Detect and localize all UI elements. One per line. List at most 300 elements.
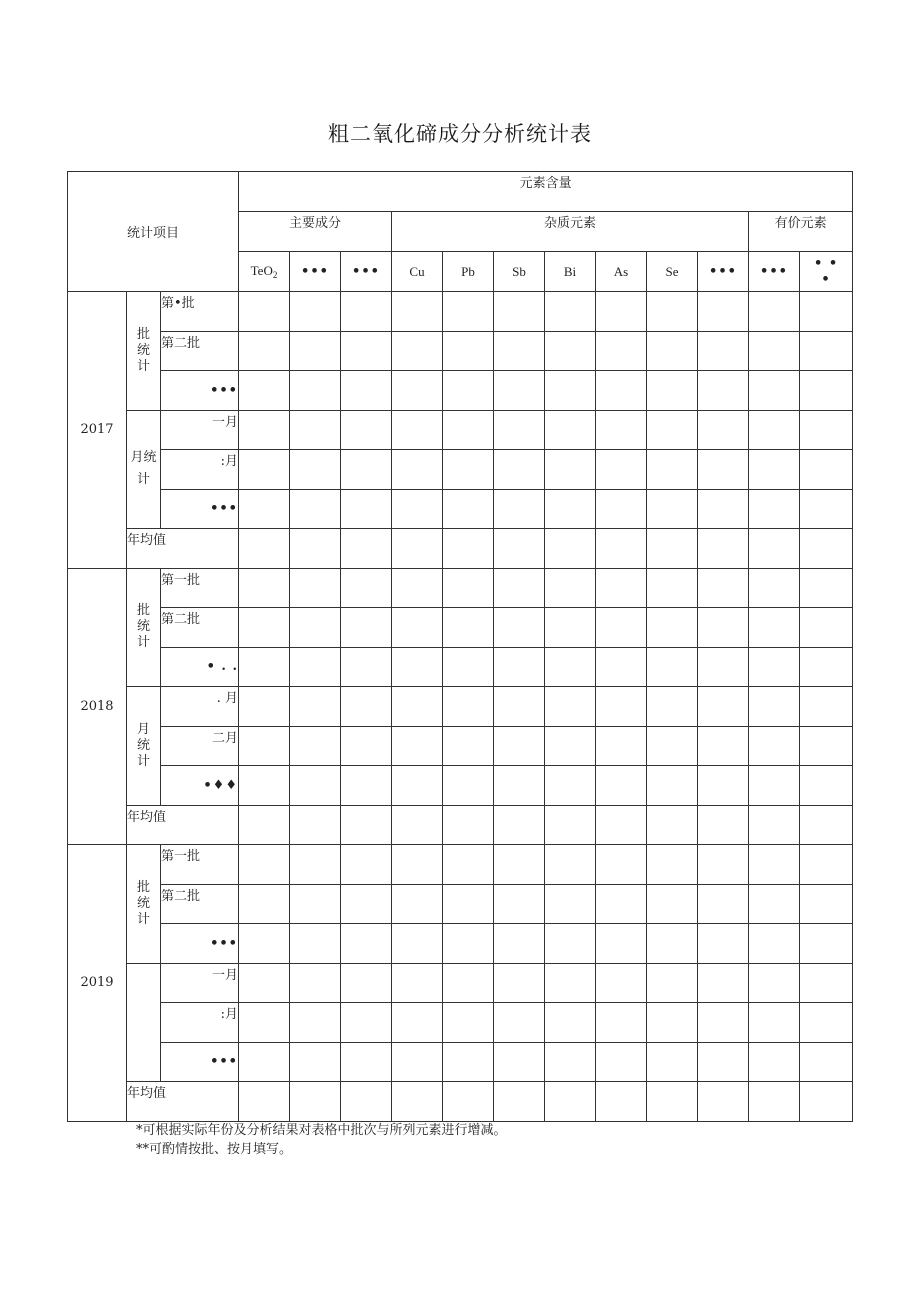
element-header-impurity: Pb [443, 252, 494, 292]
table-row [68, 489, 853, 529]
data-cell [341, 331, 392, 371]
table-row [68, 924, 853, 964]
data-cell [698, 845, 749, 885]
batch-label: ••• [161, 924, 239, 964]
data-cell [800, 647, 853, 687]
data-cell [698, 608, 749, 648]
data-cell [749, 1042, 800, 1082]
footnote-2: **可酌情按批、按月填写。 [136, 1142, 293, 1157]
data-cell [443, 805, 494, 845]
month-label: :月 [161, 1003, 239, 1043]
data-cell [749, 766, 800, 806]
data-cell [800, 1082, 853, 1122]
data-cell [800, 410, 853, 450]
group-label [127, 292, 161, 411]
data-cell [494, 963, 545, 1003]
data-cell [800, 568, 853, 608]
data-cell [647, 687, 698, 727]
data-cell [239, 489, 290, 529]
data-cell [749, 568, 800, 608]
data-cell [290, 371, 341, 411]
data-cell [443, 766, 494, 806]
element-header-impurity: Se [647, 252, 698, 292]
batch-label: 第二批 [161, 884, 239, 924]
data-cell [647, 766, 698, 806]
data-cell [749, 371, 800, 411]
data-cell [698, 371, 749, 411]
element-header-valuable: ••• [749, 252, 800, 292]
data-cell [341, 1082, 392, 1122]
data-cell [494, 726, 545, 766]
data-cell [647, 529, 698, 569]
data-cell [290, 1003, 341, 1043]
data-cell [392, 489, 443, 529]
data-cell [647, 410, 698, 450]
batch-label: • . . [161, 647, 239, 687]
data-cell [443, 331, 494, 371]
group-label-text: 批统计 [136, 326, 150, 374]
data-cell [545, 1082, 596, 1122]
element-header-impurity: Cu [392, 252, 443, 292]
data-cell [800, 687, 853, 727]
annual-average-label: 年均值 [127, 1082, 239, 1122]
element-content-header: 元素含量 [239, 172, 853, 212]
table-row [68, 529, 853, 569]
table-row [68, 766, 853, 806]
data-cell [596, 726, 647, 766]
month-label: :月 [161, 450, 239, 490]
month-label: ••• [161, 489, 239, 529]
data-cell [749, 963, 800, 1003]
data-cell [392, 608, 443, 648]
data-cell [290, 489, 341, 529]
data-cell [749, 1082, 800, 1122]
data-cell [341, 963, 392, 1003]
data-cell [443, 884, 494, 924]
data-cell [392, 529, 443, 569]
data-cell [800, 1003, 853, 1043]
data-cell [596, 647, 647, 687]
data-cell [698, 884, 749, 924]
data-cell [698, 489, 749, 529]
data-cell [494, 766, 545, 806]
data-cell [239, 292, 290, 332]
data-cell [341, 805, 392, 845]
data-cell [545, 410, 596, 450]
data-cell [392, 568, 443, 608]
data-cell [749, 450, 800, 490]
data-cell [647, 805, 698, 845]
data-cell [545, 687, 596, 727]
data-cell [494, 568, 545, 608]
data-cell [749, 489, 800, 529]
footnote-1: *可根据实际年份及分析结果对表格中批次与所列元素进行增减。 [136, 1123, 507, 1138]
data-cell [647, 1042, 698, 1082]
data-cell [443, 647, 494, 687]
data-cell [800, 529, 853, 569]
group-label-text: 月统计 [130, 450, 157, 488]
data-cell [545, 647, 596, 687]
table-row [68, 963, 853, 1003]
data-cell [392, 766, 443, 806]
data-cell [239, 331, 290, 371]
data-cell [341, 924, 392, 964]
data-cell [596, 884, 647, 924]
data-cell [494, 608, 545, 648]
data-cell [239, 450, 290, 490]
data-cell [290, 647, 341, 687]
data-cell [800, 884, 853, 924]
table-row [68, 331, 853, 371]
data-cell [647, 371, 698, 411]
data-cell [443, 450, 494, 490]
month-label: 一月 [161, 963, 239, 1003]
group-label [127, 568, 161, 687]
footnotes [136, 1121, 507, 1159]
data-cell [290, 568, 341, 608]
month-label: . 月 [161, 687, 239, 727]
data-cell [443, 1082, 494, 1122]
data-cell [239, 805, 290, 845]
data-cell [239, 1082, 290, 1122]
data-cell [749, 410, 800, 450]
data-cell [392, 805, 443, 845]
data-cell [698, 568, 749, 608]
data-cell [392, 1042, 443, 1082]
data-cell [443, 924, 494, 964]
data-cell [698, 647, 749, 687]
data-cell [494, 1003, 545, 1043]
data-cell [647, 331, 698, 371]
data-cell [698, 726, 749, 766]
element-symbol: TeO [250, 263, 273, 278]
table-row [68, 568, 853, 608]
group-label-text: 批统计 [136, 879, 150, 927]
data-cell [494, 450, 545, 490]
data-cell [545, 1003, 596, 1043]
month-label: 一月 [161, 410, 239, 450]
data-cell [290, 726, 341, 766]
data-cell [443, 568, 494, 608]
valuable-elements-header: 有价元素 [749, 212, 853, 252]
stat-item-header: 统计项目 [68, 172, 239, 292]
data-cell [239, 1042, 290, 1082]
data-cell [749, 805, 800, 845]
data-cell [545, 766, 596, 806]
data-cell [800, 766, 853, 806]
data-cell [545, 726, 596, 766]
data-cell [290, 529, 341, 569]
month-label: •♦♦ [161, 766, 239, 806]
data-cell [545, 529, 596, 569]
element-header-impurity: ••• [698, 252, 749, 292]
month-label: ••• [161, 1042, 239, 1082]
data-cell [443, 608, 494, 648]
data-cell [443, 1042, 494, 1082]
data-cell [596, 529, 647, 569]
data-cell [290, 410, 341, 450]
data-cell [392, 450, 443, 490]
data-cell [443, 963, 494, 1003]
data-cell [596, 489, 647, 529]
data-cell [596, 371, 647, 411]
data-cell [341, 489, 392, 529]
data-cell [239, 647, 290, 687]
data-cell [749, 726, 800, 766]
data-cell [596, 766, 647, 806]
data-cell [239, 726, 290, 766]
data-cell [596, 450, 647, 490]
table-row [68, 805, 853, 845]
data-cell [239, 687, 290, 727]
data-cell [494, 331, 545, 371]
data-cell [545, 1042, 596, 1082]
data-cell [647, 568, 698, 608]
data-cell [698, 1082, 749, 1122]
data-cell [545, 884, 596, 924]
data-cell [545, 489, 596, 529]
element-header-impurity: Sb [494, 252, 545, 292]
batch-label: 第一批 [161, 568, 239, 608]
data-cell [341, 845, 392, 885]
table-row [68, 1042, 853, 1082]
data-cell [239, 529, 290, 569]
data-cell [443, 410, 494, 450]
data-cell [239, 963, 290, 1003]
data-cell [341, 292, 392, 332]
data-cell [596, 568, 647, 608]
data-cell [545, 805, 596, 845]
data-cell [239, 766, 290, 806]
data-cell [239, 410, 290, 450]
page-title: 粗二氧化碲成分分析统计表 [328, 122, 592, 146]
group-label-text: 批统计 [136, 603, 150, 651]
element-header-main [239, 252, 290, 292]
element-symbol: ••• [352, 264, 380, 279]
data-cell [698, 924, 749, 964]
data-cell [443, 726, 494, 766]
data-cell [443, 529, 494, 569]
element-header-main [341, 252, 392, 292]
data-cell [392, 331, 443, 371]
year-cell: 2019 [68, 845, 127, 1122]
data-cell [443, 489, 494, 529]
data-cell [494, 292, 545, 332]
data-cell [698, 450, 749, 490]
data-cell [290, 687, 341, 727]
data-cell [698, 331, 749, 371]
data-cell [800, 1042, 853, 1082]
element-header-valuable: • • • [800, 252, 853, 292]
data-cell [494, 410, 545, 450]
data-cell [392, 845, 443, 885]
data-cell [494, 489, 545, 529]
data-cell [698, 292, 749, 332]
month-label: 二月 [161, 726, 239, 766]
data-cell [596, 687, 647, 727]
data-cell [596, 1003, 647, 1043]
data-cell [239, 1003, 290, 1043]
data-cell [800, 331, 853, 371]
data-cell [443, 1003, 494, 1043]
data-cell [647, 489, 698, 529]
analysis-table [67, 171, 853, 1122]
data-cell [596, 331, 647, 371]
data-cell [392, 647, 443, 687]
data-cell [494, 884, 545, 924]
data-cell [239, 568, 290, 608]
data-cell [596, 845, 647, 885]
data-cell [596, 410, 647, 450]
batch-label: 第二批 [161, 331, 239, 371]
element-header-impurity: Bi [545, 252, 596, 292]
data-cell [596, 963, 647, 1003]
table-row [68, 608, 853, 648]
data-cell [239, 608, 290, 648]
data-cell [494, 687, 545, 727]
data-cell [545, 331, 596, 371]
data-cell [341, 1003, 392, 1043]
data-cell [647, 924, 698, 964]
data-cell [749, 292, 800, 332]
table-row [68, 371, 853, 411]
data-cell [698, 529, 749, 569]
data-cell [545, 371, 596, 411]
data-cell [341, 410, 392, 450]
data-cell [800, 371, 853, 411]
data-cell [341, 647, 392, 687]
data-cell [494, 1082, 545, 1122]
data-cell [290, 845, 341, 885]
table-row [68, 1082, 853, 1122]
data-cell [698, 766, 749, 806]
batch-label: 第一批 [161, 845, 239, 885]
data-cell [239, 884, 290, 924]
data-cell [494, 1042, 545, 1082]
impurity-elements-header: 杂质元素 [392, 212, 749, 252]
main-component-header: 主要成分 [239, 212, 392, 252]
data-cell [647, 292, 698, 332]
data-cell [290, 608, 341, 648]
data-cell [290, 963, 341, 1003]
data-cell [341, 726, 392, 766]
data-cell [290, 924, 341, 964]
data-cell [749, 647, 800, 687]
element-subscript: 2 [272, 270, 278, 280]
data-cell [290, 1042, 341, 1082]
element-header-main [290, 252, 341, 292]
data-cell [494, 371, 545, 411]
data-cell [647, 450, 698, 490]
annual-average-label: 年均值 [127, 529, 239, 569]
batch-label: 第二批 [161, 608, 239, 648]
group-label [127, 963, 161, 1082]
batch-label: ••• [161, 371, 239, 411]
table-row [68, 410, 853, 450]
data-cell [341, 371, 392, 411]
data-cell [800, 608, 853, 648]
data-cell [647, 845, 698, 885]
data-cell [749, 924, 800, 964]
data-cell [647, 1082, 698, 1122]
data-cell [494, 529, 545, 569]
data-cell [392, 884, 443, 924]
data-cell [800, 292, 853, 332]
group-label [127, 410, 161, 529]
data-cell [596, 608, 647, 648]
data-cell [647, 963, 698, 1003]
data-cell [392, 687, 443, 727]
data-cell [341, 568, 392, 608]
data-cell [800, 450, 853, 490]
data-cell [545, 608, 596, 648]
data-cell [647, 608, 698, 648]
data-cell [800, 924, 853, 964]
data-cell [494, 924, 545, 964]
data-cell [545, 924, 596, 964]
data-cell [392, 410, 443, 450]
data-cell [392, 1082, 443, 1122]
data-cell [749, 845, 800, 885]
table-row [68, 292, 853, 332]
data-cell [392, 371, 443, 411]
data-cell [239, 845, 290, 885]
data-cell [341, 1042, 392, 1082]
data-cell [647, 1003, 698, 1043]
data-cell [545, 963, 596, 1003]
data-cell [239, 371, 290, 411]
data-cell [443, 371, 494, 411]
year-cell: 2018 [68, 568, 127, 845]
table-row [68, 687, 853, 727]
data-cell [749, 608, 800, 648]
data-cell [545, 292, 596, 332]
data-cell [392, 963, 443, 1003]
data-cell [392, 726, 443, 766]
data-cell [290, 766, 341, 806]
group-label [127, 845, 161, 964]
group-label-text: 月统计 [136, 721, 150, 769]
data-cell [341, 450, 392, 490]
table-body [68, 172, 853, 1122]
data-cell [392, 1003, 443, 1043]
data-cell [239, 924, 290, 964]
data-cell [545, 568, 596, 608]
data-cell [749, 331, 800, 371]
data-cell [698, 1042, 749, 1082]
data-cell [545, 845, 596, 885]
data-cell [290, 331, 341, 371]
year-cell: 2017 [68, 292, 127, 569]
data-cell [698, 410, 749, 450]
data-cell [698, 687, 749, 727]
data-cell [698, 963, 749, 1003]
batch-label: 第•批 [161, 292, 239, 332]
data-cell [596, 292, 647, 332]
table-row [68, 450, 853, 490]
data-cell [596, 1042, 647, 1082]
table-row [68, 884, 853, 924]
data-cell [392, 924, 443, 964]
data-cell [749, 884, 800, 924]
table-row [68, 726, 853, 766]
data-cell [494, 647, 545, 687]
data-cell [443, 687, 494, 727]
data-cell [341, 884, 392, 924]
element-header-impurity: As [596, 252, 647, 292]
data-cell [647, 726, 698, 766]
data-cell [290, 450, 341, 490]
